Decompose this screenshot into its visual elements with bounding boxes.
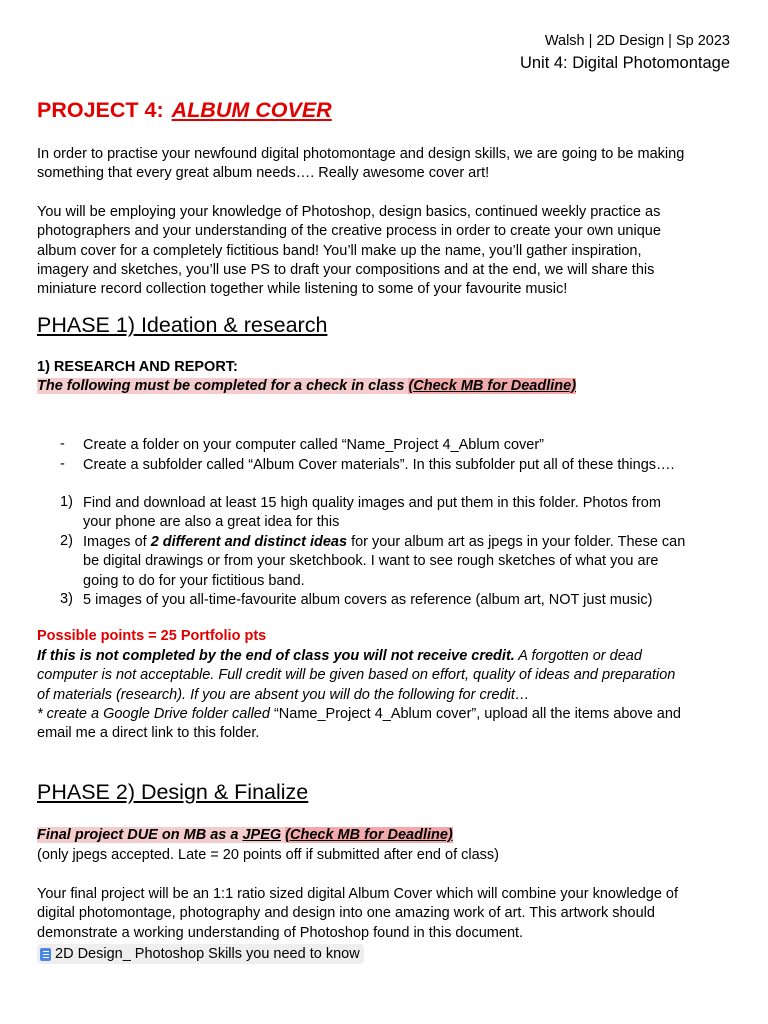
- deadline-text: (Check MB for Deadline): [285, 827, 453, 843]
- phase-2-heading: PHASE 2) Design & Finalize: [37, 780, 309, 804]
- text-line: be digital drawings or from your sketchbook. I want to see rough sketches of what you are: [83, 553, 659, 570]
- final-paragraph: [37, 885, 737, 943]
- doc-link-chip[interactable]: [37, 944, 364, 964]
- list-item: Create a subfolder called “Album Cover materials”. In this subfolder put all of these things….: [83, 457, 675, 473]
- bullet-marker: -: [60, 436, 65, 452]
- text-line: [37, 647, 737, 666]
- text-line: something that every great album needs…. Really awesome cover art!: [37, 165, 490, 182]
- credit-warning: If this is not completed by the end of class you will not receive credit.: [37, 648, 515, 664]
- text-line: email me a direct link to this folder.: [37, 725, 260, 742]
- intro-paragraph-2: [37, 203, 737, 299]
- doc-link-label[interactable]: 2D Design_ Photoshop Skills you need to know: [55, 946, 360, 962]
- list-number: 3): [60, 591, 73, 607]
- text-run: “Name_Project 4_Ablum cover”, upload all the items above and: [273, 705, 681, 722]
- list-number: 2): [60, 533, 73, 549]
- text-line: miniature record collection together while listening to some of your favourite music!: [37, 281, 568, 298]
- numbered-item-2: [83, 533, 685, 591]
- google-docs-icon: [40, 948, 51, 961]
- research-subheading: 1) RESEARCH AND REPORT:: [37, 359, 238, 375]
- text-line: album cover for a completely fictitious band! You’ll make up the name, you’ll gather inspiration,: [37, 242, 642, 259]
- text-run: for your album art as jpegs in your folder. These can: [347, 534, 686, 550]
- due-text: Final project DUE on MB as a: [37, 827, 243, 843]
- text-line: 5 images of you all-time-favourite album covers as reference (album art, NOT just music): [83, 592, 653, 608]
- emphasis-text: 2 different and distinct ideas: [150, 534, 348, 550]
- text-line: computer is not acceptable. Full credit will be given based on effort, quality of ideas and preparation: [37, 667, 676, 684]
- requirement-text: The following must be completed for a check in class: [37, 378, 409, 394]
- text-line: Find and download at least 15 high quality images and put them in this folder. Photos from: [83, 495, 661, 511]
- final-due-line: [37, 827, 453, 843]
- text-line: your phone are also a great idea for this: [83, 514, 340, 531]
- text-run: Images of: [83, 534, 151, 550]
- course-header: Walsh | 2D Design | Sp 2023: [544, 33, 730, 49]
- numbered-item-1: [83, 494, 661, 533]
- possible-points: Possible points = 25 Portfolio pts: [37, 628, 267, 644]
- text-line: imagery and sketches, you’ll use PS to draft your compositions and at the end, we will share this: [37, 261, 655, 278]
- text-run: * create a Google Drive folder called: [37, 705, 274, 722]
- text-line: [83, 533, 685, 552]
- list-item: Create a folder on your computer called “Name_Project 4_Ablum cover”: [83, 437, 544, 453]
- project-title: [37, 98, 332, 123]
- jpeg-text: JPEG: [242, 827, 282, 843]
- credit-paragraph: [37, 647, 737, 743]
- phase-1-heading: PHASE 1) Ideation & research: [37, 313, 328, 337]
- project-title-prefix: PROJECT 4:: [37, 98, 164, 122]
- text-run: A forgotten or dead: [514, 648, 642, 664]
- text-line: In order to practise your newfound digital photomontage and design skills, we are going to be making: [37, 146, 685, 162]
- text-line: digital photomontage, photography and design into one amazing work of art. This artwork should: [37, 905, 655, 922]
- numbered-item-3: [83, 591, 652, 610]
- unit-header: Unit 4: Digital Photomontage: [519, 54, 730, 72]
- deadline-text: (Check MB for Deadline): [408, 378, 577, 394]
- text-line: Your final project will be an 1:1 ratio sized digital Album Cover which will combine your knowledge of: [37, 886, 679, 902]
- project-title-name: ALBUM COVER: [171, 98, 332, 122]
- bullet-marker: -: [60, 456, 65, 472]
- jpeg-note: (only jpegs accepted. Late = 20 points off if submitted after end of class): [37, 847, 499, 863]
- text-line: of materials (research). If you are absent you will do the following for credit…: [37, 686, 530, 703]
- list-number: 1): [60, 494, 73, 510]
- text-line: going to do for your fictitious band.: [83, 572, 305, 589]
- intro-paragraph-1: [37, 145, 737, 184]
- text-line: demonstrate a working understanding of Photoshop found in this document.: [37, 924, 524, 941]
- text-line: photographers and your understanding of the creative process in order to create your own unique: [37, 223, 661, 240]
- text-line: You will be employing your knowledge of Photoshop, design basics, continued weekly practice as: [37, 204, 661, 220]
- research-requirement: [37, 378, 576, 394]
- text-line: [37, 705, 737, 724]
